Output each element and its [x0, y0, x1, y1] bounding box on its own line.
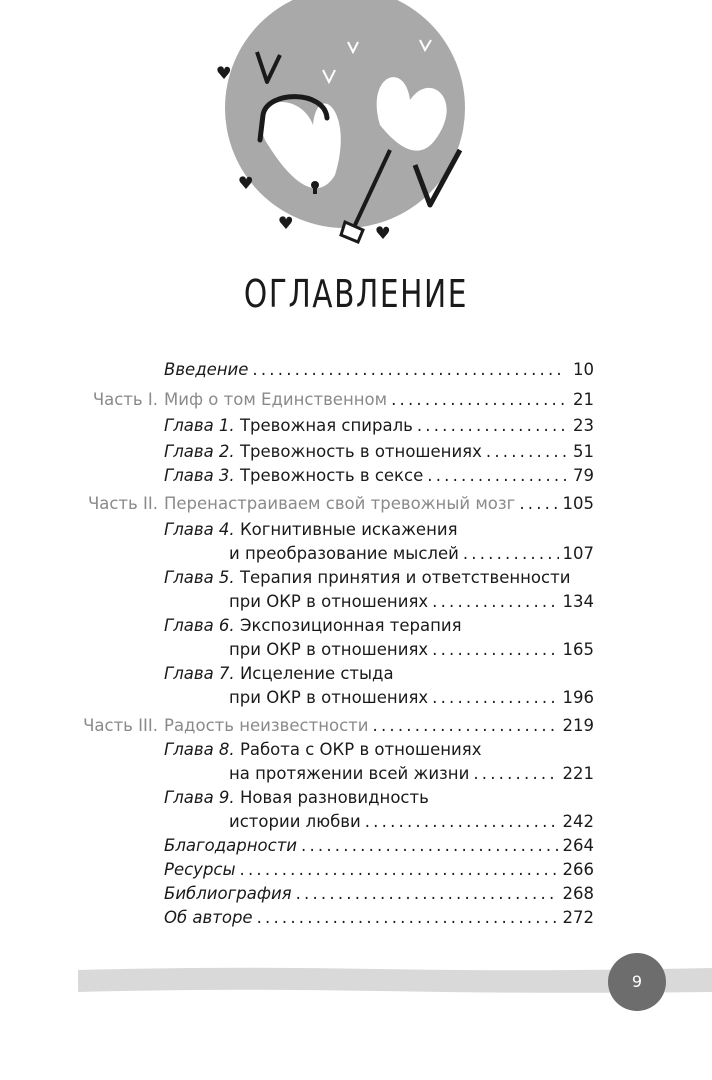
- toc-part-title: Перенастраиваем свой тревожный мозг: [164, 494, 516, 513]
- page-title: ОГЛАВЛЕНИЕ: [243, 272, 469, 316]
- page-number-badge: 9: [608, 953, 666, 1011]
- toc-chapter-9-cont[interactable]: истории любви ..... 242: [164, 810, 594, 834]
- toc-chapter-2[interactable]: Глава 2. Тревожность в отношениях ..... 51: [164, 440, 594, 464]
- toc-chapter-5[interactable]: Глава 5. Терапия принятия и ответственности: [164, 568, 571, 587]
- toc-chapter-8[interactable]: Глава 8. Работа с ОКР в отношениях: [164, 740, 482, 759]
- toc-chapter-3[interactable]: Глава 3. Тревожность в сексе ..... 79: [164, 464, 594, 488]
- toc-chapter-4[interactable]: Глава 4. Когнитивные искажения: [164, 520, 458, 539]
- toc-part-label: Часть III.: [83, 716, 158, 735]
- toc-chapter-6-cont[interactable]: при ОКР в отношениях ..... 165: [164, 638, 594, 662]
- toc-page-number: 21: [573, 390, 594, 409]
- small-heart-icon: [376, 226, 389, 239]
- toc-chapter-1[interactable]: Глава 1. Тревожная спираль ..... 23: [164, 414, 594, 438]
- toc-part-title: Радость неизвестности: [164, 716, 369, 735]
- toc-part-1[interactable]: [164, 388, 594, 412]
- toc-chapter-6[interactable]: Глава 6. Экспозиционная терапия: [164, 616, 462, 635]
- toc-part-3[interactable]: Радость неизвестности ..... 219: [164, 714, 594, 738]
- toc-part-label: Часть II.: [87, 494, 158, 513]
- toc-entry-thanks[interactable]: Благодарности ..... 264: [164, 834, 594, 858]
- small-heart-icon: [217, 66, 230, 79]
- toc-entry-intro[interactable]: [164, 358, 594, 382]
- toc-chapter-9[interactable]: Глава 9. Новая разновидность: [164, 788, 429, 807]
- toc-part-2[interactable]: Перенастраиваем свой тревожный мозг ..... 105: [164, 492, 594, 516]
- toc-chapter-7-cont[interactable]: при ОКР в отношениях ..... 196: [164, 686, 594, 710]
- toc-part-title: Миф о том Единственном: [164, 390, 388, 409]
- toc-entry-bibliography[interactable]: Библиография ..... 268: [164, 882, 594, 906]
- toc-entry-label: Введение: [164, 360, 249, 379]
- toc-entry-resources[interactable]: Ресурсы ..... 266: [164, 858, 594, 882]
- small-heart-icon: [239, 176, 252, 189]
- toc-part-label: Часть I.: [92, 390, 158, 409]
- toc-chapter-8-cont[interactable]: на протяжении всей жизни ..... 221: [164, 762, 594, 786]
- small-heart-icon: [279, 216, 292, 229]
- toc-chapter-5-cont[interactable]: при ОКР в отношениях ..... 134: [164, 590, 594, 614]
- toc-entry-author[interactable]: Об авторе ..... 272: [164, 906, 594, 930]
- hearts-key-illustration: [205, 0, 485, 260]
- toc-page-number: 10: [573, 360, 594, 379]
- toc-chapter-4-cont[interactable]: и преобразование мыслей ..... 107: [164, 542, 594, 566]
- toc-chapter-7[interactable]: Глава 7. Исцеление стыда: [164, 664, 394, 683]
